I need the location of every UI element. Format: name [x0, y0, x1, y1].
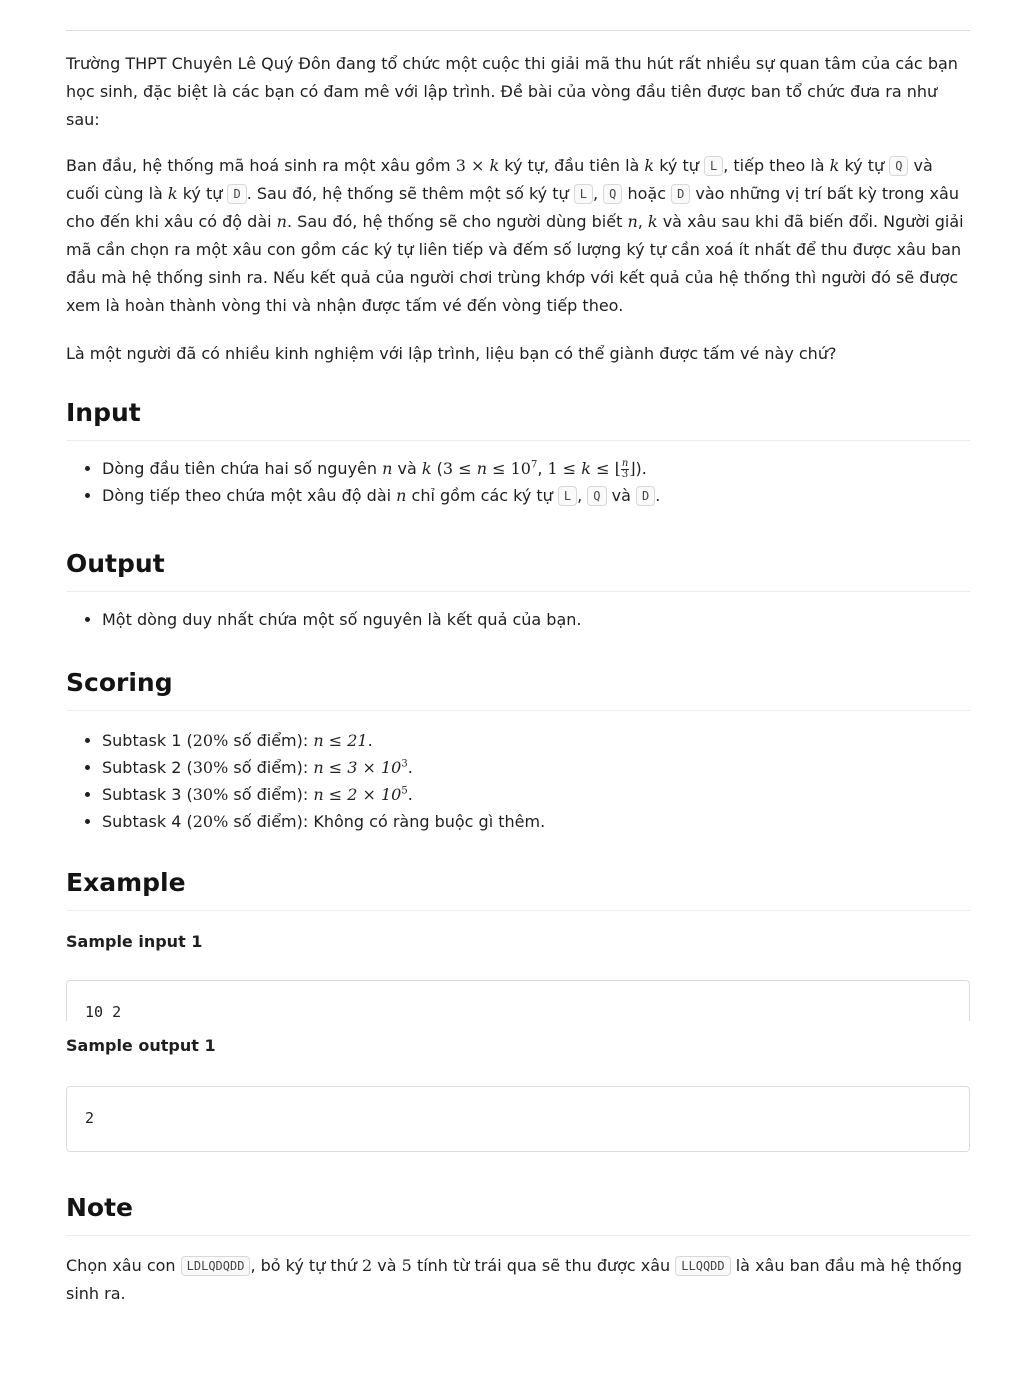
output-heading: Output: [66, 547, 970, 592]
example-heading: Example: [66, 866, 970, 911]
substring-code: LDLQDQDD: [181, 1256, 251, 1276]
subtask-item: • Subtask 2 (30% số điểm): $n \le 3 \times 10^3$.: [102, 754, 970, 781]
note-paragraph: Chọn xâu con LDLQDQDD , bỏ ký tự thứ 2 và 5 tính từ trái qua sẽ thu được xâu LLQQDD là xâu ban đầu mà hệ thống sinh ra.: [66, 1256, 962, 1303]
intro-paragraph-1: Trường THPT Chuyên Lê Quý Đôn đang tổ chức một cuộc thi giải mã thu hút rất nhiều sự quan tâm của các bạn học sinh, đặc biệt là các bạn có đam mê với lập trình. Đề bài của vòng đầu tiên được ban tổ chức đưa ra như sau:: [66, 54, 958, 129]
sample-input-box[interactable]: [66, 980, 970, 1021]
output-line-1: • Một dòng duy nhất chứa một số nguyên là kết quả của bạn.: [102, 606, 970, 633]
scoring-section: [66, 666, 970, 835]
subtask-item: • Subtask 1 (20% số điểm): n ≤ 21.: [102, 727, 970, 754]
subtask-item: • Subtask 4 (20% số điểm): Không có ràng buộc gì thêm.: [102, 808, 970, 835]
input-section: [66, 396, 970, 509]
note-section: [66, 1191, 970, 1236]
char-code-Q: Q: [603, 184, 622, 204]
example-section: [66, 866, 970, 911]
char-code-L: L: [704, 156, 723, 176]
char-code-D: D: [636, 486, 655, 506]
sample-output-box[interactable]: [66, 1086, 970, 1152]
top-divider: [66, 30, 970, 31]
char-code-L: L: [574, 184, 593, 204]
fraction-n-over-3: $\frac{n}{3}$: [621, 458, 629, 480]
intro-paragraph-3: Là một người đã có nhiều kinh nghiệm với lập trình, liệu bạn có thể giành được tấm vé này chứ?: [66, 344, 837, 363]
char-code-D: D: [671, 184, 690, 204]
input-heading: Input: [66, 396, 970, 441]
subtask-item: • Subtask 3 (30% số điểm): $n \le 2 \times 10^5$.: [102, 781, 970, 808]
note-heading: Note: [66, 1191, 970, 1236]
intro-paragraph-2: Ban đầu, hệ thống mã hoá sinh ra một xâu gồm 3 × k ký tự, đầu tiên là k ký tự L , tiếp theo là k ký tự Q và cuối cùng là k ký tự D . Sau đó, hệ thống sẽ thêm một số ký tự L , Q hoặc D vào những vị trí bất kỳ trong xâu cho đến khi xâu có độ dài n. Sau đó, hệ thống sẽ cho người dùng biết n, k và xâu sau khi đã biến đổi. Người giải mã cần chọn ra một xâu con gồm các ký tự liên tiếp và đếm số lượng ký tự cần xoá ít nhất để thu được xâu ban đầu mà hệ thống sinh ra. Nếu kết quả của người chơi trùng khớp với kết quả của hệ thống thì người đó sẽ được xem là hoàn thành vòng thi và nhận được tấm vé đến vòng tiếp theo.: [66, 156, 964, 315]
char-code-Q: Q: [587, 486, 606, 506]
output-section: [66, 547, 970, 633]
sample-input-label: Sample input 1: [66, 932, 203, 951]
result-code: LLQQDD: [675, 1256, 730, 1276]
sample-output-value: 2: [85, 1109, 95, 1127]
input-line-1: • Dòng đầu tiên chứa hai số nguyên n và k ($3 \le n \le 10^7$, 1 ≤ k ≤ ⌊ $\frac{n}{3}$ ⌋).: [102, 455, 970, 482]
char-code-D: D: [227, 184, 246, 204]
input-line-2: • Dòng tiếp theo chứa một xâu độ dài n chỉ gồm các ký tự L , Q và D .: [102, 482, 970, 509]
char-code-L: L: [558, 486, 577, 506]
char-code-Q: Q: [889, 156, 908, 176]
sample-input-value: 10 2: [85, 1003, 122, 1021]
scoring-heading: Scoring: [66, 666, 970, 711]
sample-output-label: Sample output 1: [66, 1036, 216, 1055]
